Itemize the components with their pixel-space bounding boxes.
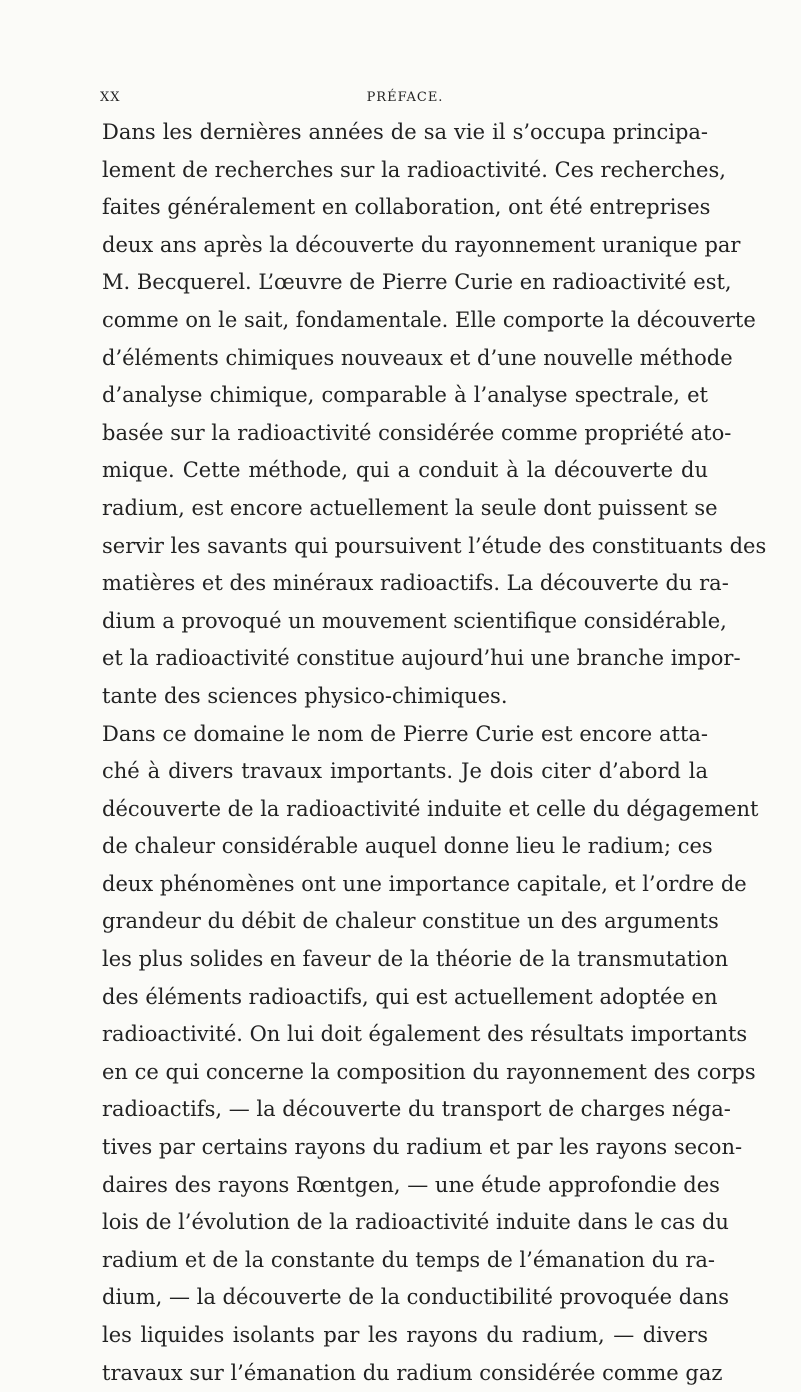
text-line: Dans les dernières années de sa vie il s’occupa principa- [102,114,708,152]
text-line: ché à divers travaux importants. Je dois citer d’abord la [102,753,708,791]
text-line: basée sur la radioactivité considérée comme propriété ato- [102,415,708,453]
text-line: les plus solides en faveur de la théorie de la transmutation [102,941,708,979]
text-line: de chaleur considérable auquel donne lieu le radium; ces [102,828,708,866]
text-line: des éléments radioactifs, qui est actuellement adoptée en [102,979,708,1017]
text-line: servir les savants qui poursuivent l’étude des constituants des [102,528,708,566]
text-line: dium, — la découverte de la conductibilité provoquée dans [102,1279,708,1317]
text-line: Dans ce domaine le nom de Pierre Curie est encore atta- [102,716,708,754]
body-text [102,114,708,1392]
paragraph-1 [102,114,708,716]
text-line: deux phénomènes ont une importance capitale, et l’ordre de [102,866,708,904]
text-line: et la radioactivité constitue aujourd’hui une branche impor- [102,640,708,678]
text-line: deux ans après la découverte du rayonnement uranique par [102,227,708,265]
page-number: XX [100,90,121,105]
text-line: daires des rayons Rœntgen, — une étude approfondie des [102,1167,708,1205]
text-line: tante des sciences physico-chimiques. [102,678,708,716]
running-header [100,90,710,110]
text-line: en ce qui concerne la composition du rayonnement des corps [102,1054,708,1092]
text-line: tives par certains rayons du radium et par les rayons secon- [102,1129,708,1167]
text-line: dium a provoqué un mouvement scientifique considérable, [102,603,708,641]
text-line: radium et de la constante du temps de l’émanation du ra- [102,1242,708,1280]
text-line: faites généralement en collaboration, ont été entreprises [102,189,708,227]
text-line: d’éléments chimiques nouveaux et d’une nouvelle méthode [102,340,708,378]
text-line: lois de l’évolution de la radioactivité induite dans le cas du [102,1204,708,1242]
text-line: M. Becquerel. L’œuvre de Pierre Curie en radioactivité est, [102,264,708,302]
running-title: PRÉFACE. [100,90,710,105]
text-line: grandeur du débit de chaleur constitue un des arguments [102,903,708,941]
text-line: radioactivité. On lui doit également des résultats importants [102,1016,708,1054]
text-line: comme on le sait, fondamentale. Elle comporte la découverte [102,302,708,340]
text-line: radioactifs, — la découverte du transport de charges néga- [102,1091,708,1129]
text-line: matières et des minéraux radioactifs. La découverte du ra- [102,565,708,603]
paragraph-2 [102,716,708,1392]
text-line: les liquides isolants par les rayons du radium, — divers [102,1317,708,1355]
text-line: lement de recherches sur la radioactivité. Ces recherches, [102,152,708,190]
text-line: travaux sur l’émanation du radium considérée comme gaz [102,1355,708,1392]
text-line: découverte de la radioactivité induite et celle du dégagement [102,791,708,829]
text-line: d’analyse chimique, comparable à l’analyse spectrale, et [102,377,708,415]
text-line: radium, est encore actuellement la seule dont puissent se [102,490,708,528]
text-line: mique. Cette méthode, qui a conduit à la découverte du [102,452,708,490]
